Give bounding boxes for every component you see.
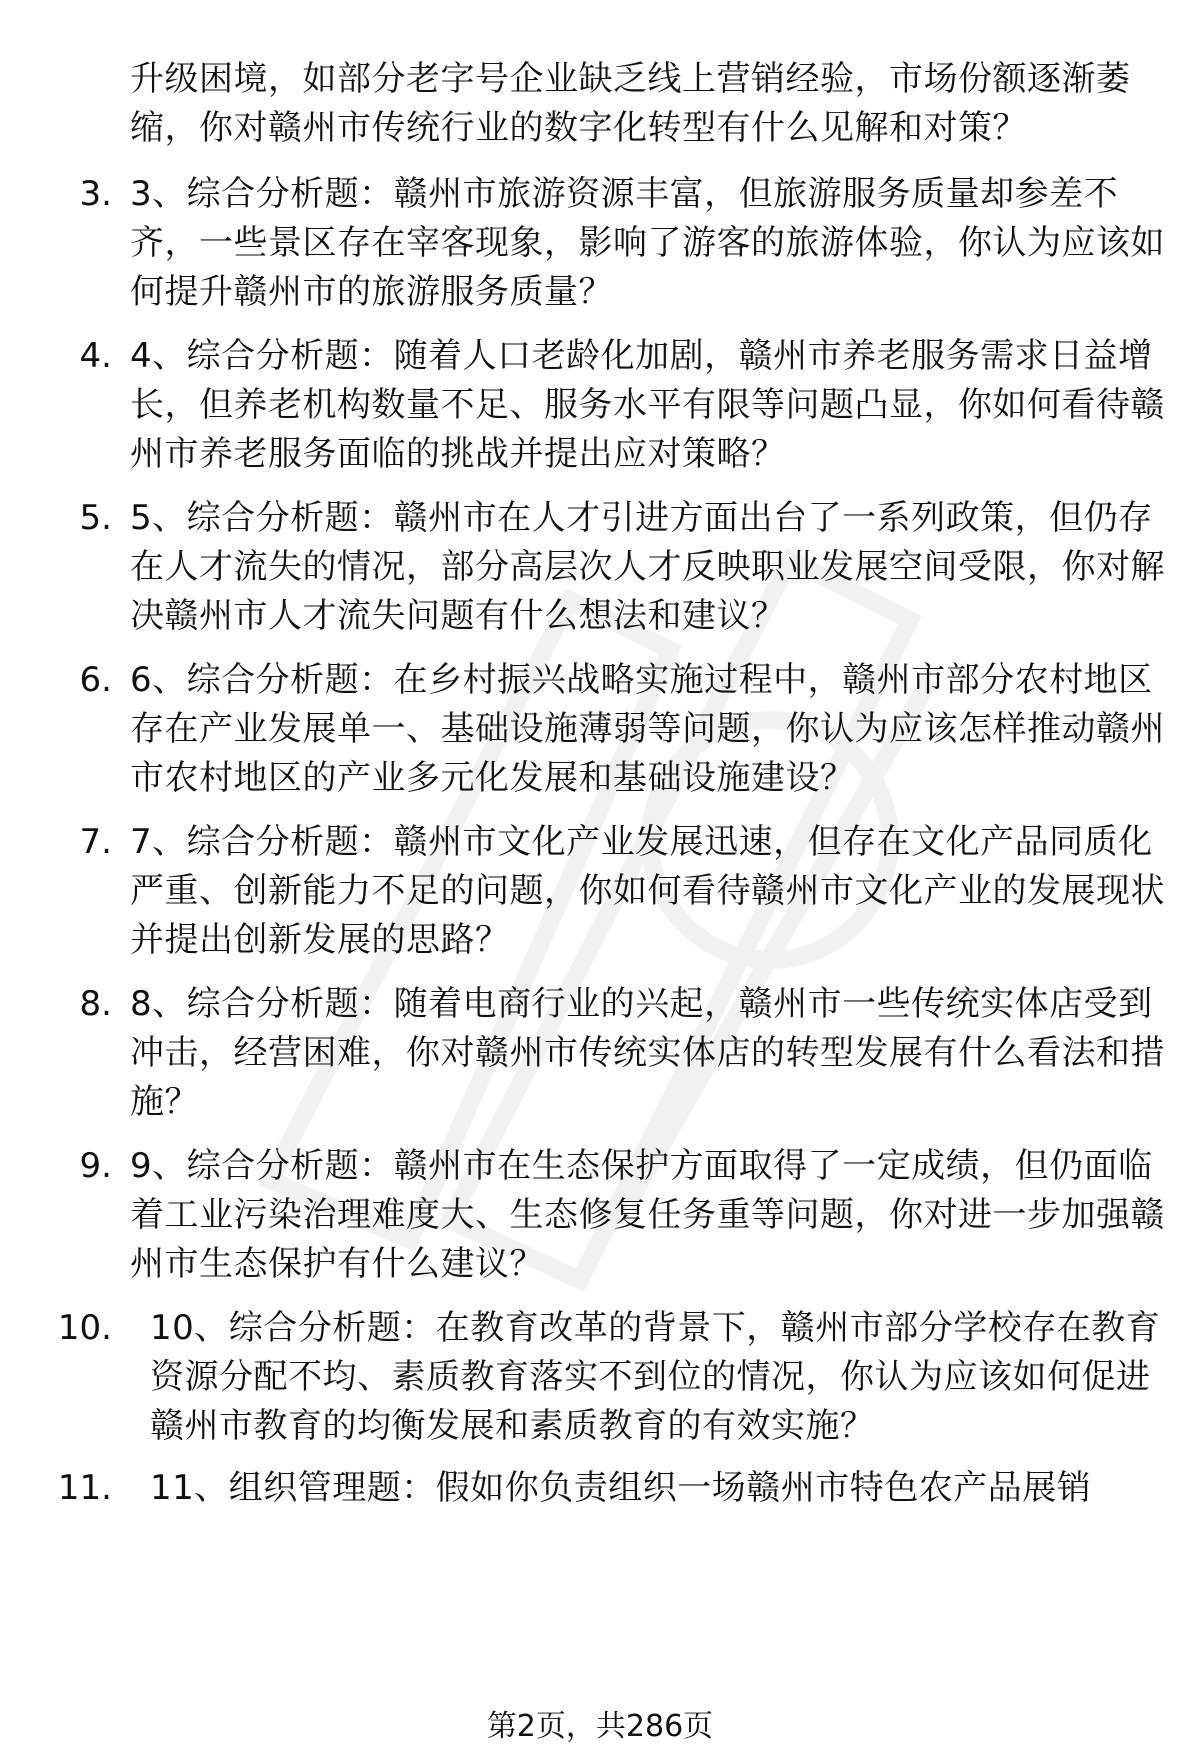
list-item-text: 7、综合分析题：赣州市文化产业发展迅速，但存在文化产品同质化严重、创新能力不足的问题，你如何看待赣州市文化产业的发展现状并提出创新发展的思路？ xyxy=(130,822,1165,960)
list-item-number: 9. xyxy=(79,1146,112,1186)
list-item-number: 10. xyxy=(57,1308,112,1348)
list-item-text: 10、综合分析题：在教育改革的背景下，赣州市部分学校存在教育资源分配不均、素质教育落实不到位的情况，你认为应该如何促进赣州市教育的均衡发展和素质教育的有效实施？ xyxy=(150,1308,1161,1446)
list-item-number: 5. xyxy=(79,498,112,538)
list-item-number: 7. xyxy=(79,822,112,862)
list-item-text: 5、综合分析题：赣州市在人才引进方面出台了一系列政策，但仍存在人才流失的情况，部分高层次人才反映职业发展空间受限，你对解决赣州市人才流失问题有什么想法和建议？ xyxy=(130,498,1165,636)
list-item-text: 4、综合分析题：随着人口老龄化加剧，赣州市养老服务需求日益增长，但养老机构数量不足、服务水平有限等问题凸显，你如何看待赣州市养老服务面临的挑战并提出应对策略？ xyxy=(130,336,1165,474)
list-item-number: 8. xyxy=(79,984,112,1024)
list-item-number: 4. xyxy=(79,336,112,376)
list-item-number: 6. xyxy=(79,660,112,700)
list-item-text: 6、综合分析题：在乡村振兴战略实施过程中，赣州市部分农村地区存在产业发展单一、基础设施薄弱等问题，你认为应该怎样推动赣州市农村地区的产业多元化发展和基础设施建设？ xyxy=(130,660,1165,798)
list-item-text: 3、综合分析题：赣州市旅游资源丰富，但旅游服务质量却参差不齐，一些景区存在宰客现象，影响了游客的旅游体验，你认为应该如何提升赣州市的旅游服务质量？ xyxy=(130,174,1165,312)
list-item-text: 8、综合分析题：随着电商行业的兴起，赣州市一些传统实体店受到冲击，经营困难，你对赣州市传统实体店的转型发展有什么看法和措施？ xyxy=(130,984,1165,1122)
page-footer: 第2页，共286页 xyxy=(486,1709,714,1744)
list-item-number: 3. xyxy=(79,174,112,214)
list-item-text: 11、组织管理题：假如你负责组织一场赣州市特色农产品展销 xyxy=(150,1468,1092,1508)
list-item-number: 11. xyxy=(57,1468,112,1508)
list-item-text: 9、综合分析题：赣州市在生态保护方面取得了一定成绩，但仍面临着工业污染治理难度大、生态修复任务重等问题，你对进一步加强赣州市生态保护有什么建议？ xyxy=(130,1146,1165,1284)
continuation-paragraph: 升级困境，如部分老字号企业缺乏线上营销经验，市场份额逐渐萎缩，你对赣州市传统行业的数字化转型有什么见解和对策？ xyxy=(130,59,1131,148)
